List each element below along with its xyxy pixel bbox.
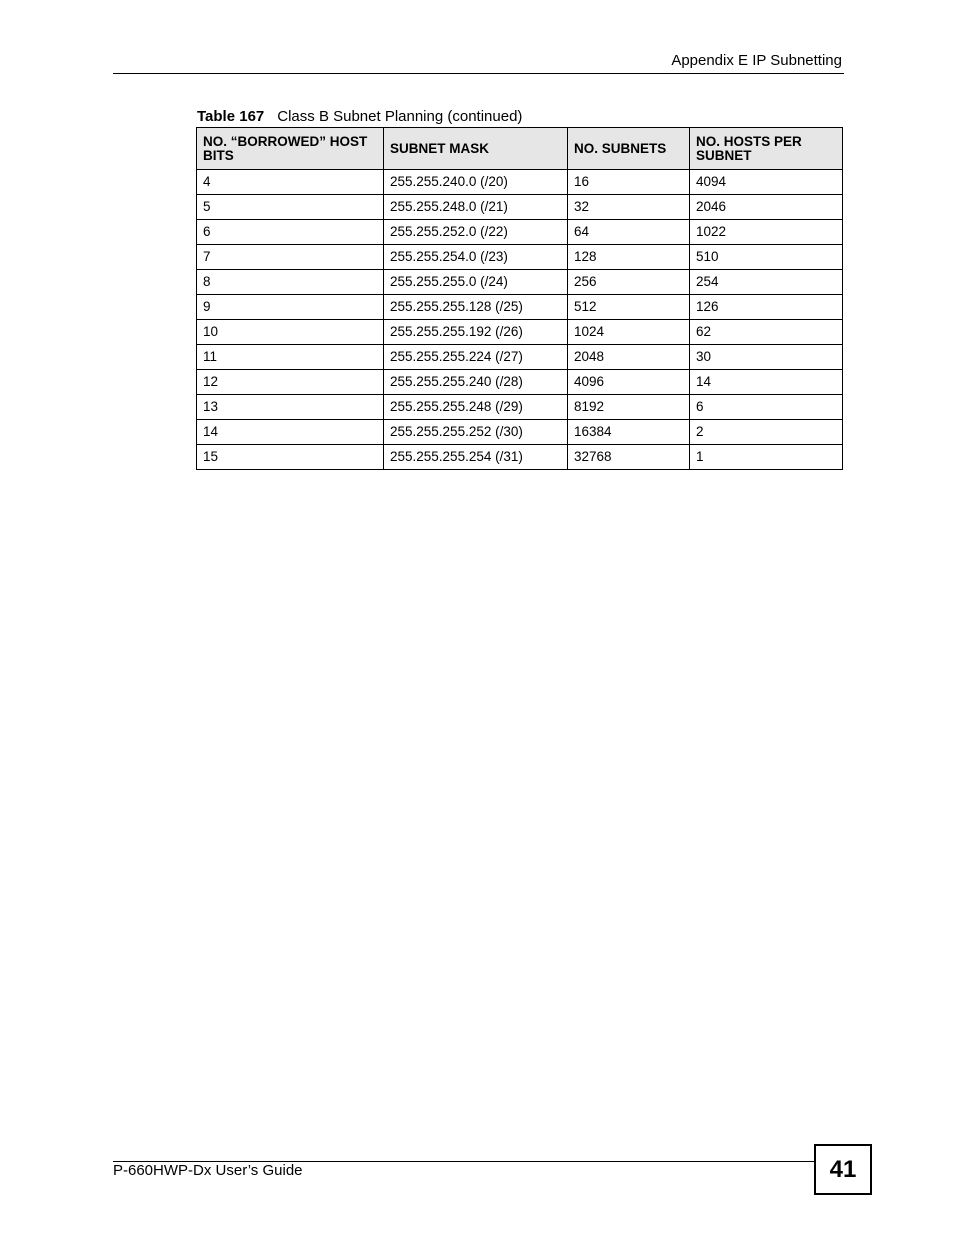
cell-no-subnets: 2048 — [568, 345, 690, 370]
cell-no-subnets: 8192 — [568, 395, 690, 420]
cell-borrowed-bits: 11 — [197, 345, 384, 370]
cell-subnet-mask: 255.255.255.240 (/28) — [384, 370, 568, 395]
table-caption-label: Table 167 — [197, 108, 265, 125]
column-header-subnet-mask: SUBNET MASK — [384, 128, 568, 170]
cell-borrowed-bits: 15 — [197, 445, 384, 470]
cell-borrowed-bits: 5 — [197, 195, 384, 220]
table-row — [197, 195, 843, 220]
cell-hosts-per-subnet: 6 — [690, 395, 843, 420]
cell-hosts-per-subnet: 126 — [690, 295, 843, 320]
header-divider — [113, 73, 844, 74]
running-header: Appendix E IP Subnetting — [671, 52, 842, 69]
cell-borrowed-bits: 14 — [197, 420, 384, 445]
cell-borrowed-bits: 8 — [197, 270, 384, 295]
cell-borrowed-bits: 6 — [197, 220, 384, 245]
table-row — [197, 220, 843, 245]
cell-no-subnets: 16384 — [568, 420, 690, 445]
cell-borrowed-bits: 7 — [197, 245, 384, 270]
cell-no-subnets: 64 — [568, 220, 690, 245]
cell-subnet-mask: 255.255.248.0 (/21) — [384, 195, 568, 220]
cell-hosts-per-subnet: 2 — [690, 420, 843, 445]
cell-subnet-mask: 255.255.255.224 (/27) — [384, 345, 568, 370]
cell-hosts-per-subnet: 1022 — [690, 220, 843, 245]
cell-hosts-per-subnet: 1 — [690, 445, 843, 470]
table-row — [197, 245, 843, 270]
table-row — [197, 395, 843, 420]
cell-borrowed-bits: 12 — [197, 370, 384, 395]
cell-hosts-per-subnet: 510 — [690, 245, 843, 270]
table-header-row — [197, 128, 843, 170]
cell-hosts-per-subnet: 4094 — [690, 170, 843, 195]
cell-hosts-per-subnet: 14 — [690, 370, 843, 395]
cell-borrowed-bits: 4 — [197, 170, 384, 195]
cell-no-subnets: 4096 — [568, 370, 690, 395]
table-caption-text: Class B Subnet Planning (continued) — [277, 108, 523, 125]
cell-no-subnets: 1024 — [568, 320, 690, 345]
table-row — [197, 170, 843, 195]
column-header-no-subnets: NO. SUBNETS — [568, 128, 690, 170]
cell-no-subnets: 32 — [568, 195, 690, 220]
table-row — [197, 420, 843, 445]
cell-subnet-mask: 255.255.255.128 (/25) — [384, 295, 568, 320]
cell-subnet-mask: 255.255.254.0 (/23) — [384, 245, 568, 270]
table-row — [197, 320, 843, 345]
cell-borrowed-bits: 9 — [197, 295, 384, 320]
table-row — [197, 370, 843, 395]
cell-hosts-per-subnet: 62 — [690, 320, 843, 345]
cell-no-subnets: 16 — [568, 170, 690, 195]
cell-hosts-per-subnet: 254 — [690, 270, 843, 295]
column-header-borrowed-bits: NO. “BORROWED” HOST BITS — [197, 128, 384, 170]
table-caption — [197, 108, 522, 126]
cell-no-subnets: 512 — [568, 295, 690, 320]
cell-subnet-mask: 255.255.240.0 (/20) — [384, 170, 568, 195]
table-row — [197, 345, 843, 370]
guide-title: P-660HWP-Dx User’s Guide — [113, 1162, 303, 1179]
cell-no-subnets: 128 — [568, 245, 690, 270]
table-row — [197, 295, 843, 320]
cell-hosts-per-subnet: 30 — [690, 345, 843, 370]
cell-hosts-per-subnet: 2046 — [690, 195, 843, 220]
cell-no-subnets: 256 — [568, 270, 690, 295]
subnet-planning-table — [196, 127, 843, 470]
cell-subnet-mask: 255.255.255.254 (/31) — [384, 445, 568, 470]
cell-borrowed-bits: 13 — [197, 395, 384, 420]
cell-subnet-mask: 255.255.252.0 (/22) — [384, 220, 568, 245]
cell-subnet-mask: 255.255.255.0 (/24) — [384, 270, 568, 295]
table-row — [197, 270, 843, 295]
cell-no-subnets: 32768 — [568, 445, 690, 470]
cell-subnet-mask: 255.255.255.192 (/26) — [384, 320, 568, 345]
cell-subnet-mask: 255.255.255.248 (/29) — [384, 395, 568, 420]
column-header-hosts-per-subnet: NO. HOSTS PER SUBNET — [690, 128, 843, 170]
page-number: 41 — [814, 1144, 872, 1195]
cell-subnet-mask: 255.255.255.252 (/30) — [384, 420, 568, 445]
table-row — [197, 445, 843, 470]
cell-borrowed-bits: 10 — [197, 320, 384, 345]
